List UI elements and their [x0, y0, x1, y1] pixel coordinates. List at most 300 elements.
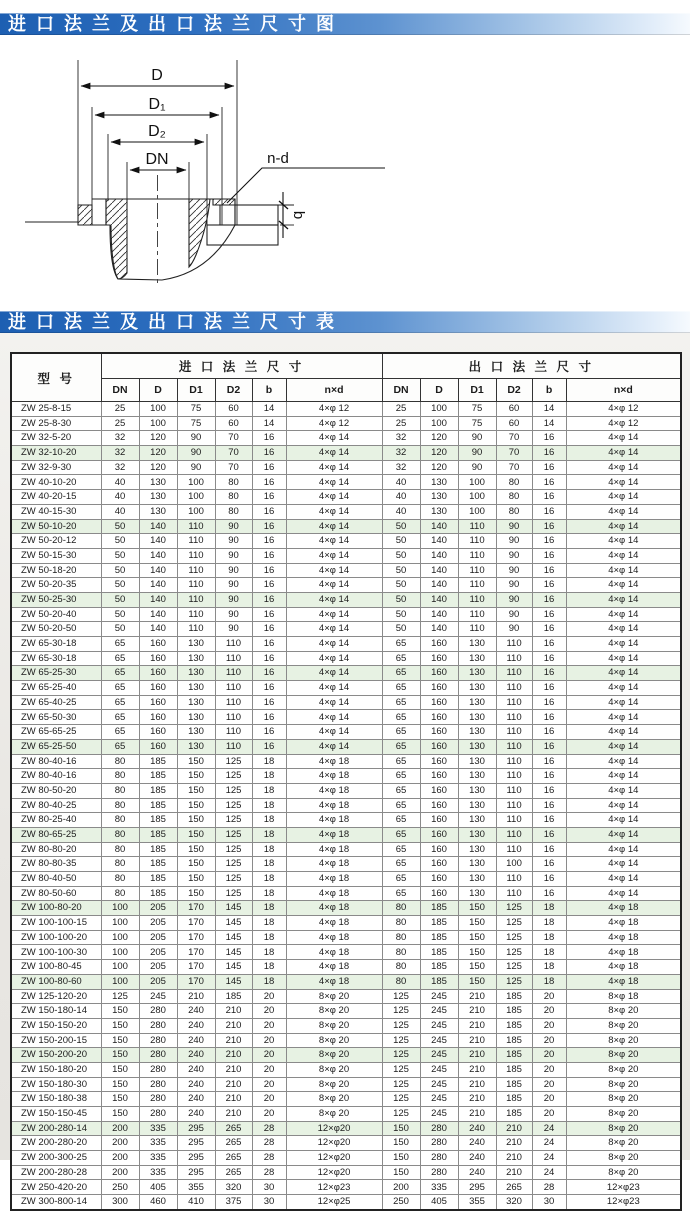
- value-cell: 28: [252, 1121, 286, 1136]
- value-cell: 210: [458, 989, 496, 1004]
- value-cell: 130: [177, 666, 215, 681]
- table-row: [11, 416, 681, 431]
- value-cell: 8×φ 20: [566, 1018, 681, 1033]
- value-cell: 4×φ 14: [566, 827, 681, 842]
- value-cell: 4×φ 14: [286, 534, 382, 549]
- value-cell: 30: [252, 1195, 286, 1210]
- table-row: [11, 460, 681, 475]
- value-cell: 18: [252, 974, 286, 989]
- value-cell: 185: [139, 798, 177, 813]
- table-row: [11, 1165, 681, 1180]
- value-cell: 4×φ 14: [286, 490, 382, 505]
- value-cell: 90: [496, 622, 532, 637]
- value-cell: 4×φ 14: [286, 739, 382, 754]
- value-cell: 125: [496, 974, 532, 989]
- value-cell: 65: [382, 725, 420, 740]
- value-cell: 405: [139, 1180, 177, 1195]
- value-cell: 8×φ 20: [566, 1048, 681, 1063]
- value-cell: 160: [139, 710, 177, 725]
- value-cell: 24: [532, 1165, 566, 1180]
- value-cell: 80: [101, 783, 139, 798]
- value-cell: 100: [101, 960, 139, 975]
- value-cell: 240: [177, 1107, 215, 1122]
- value-cell: 16: [532, 666, 566, 681]
- value-cell: 4×φ 14: [566, 446, 681, 461]
- value-cell: 125: [496, 960, 532, 975]
- value-cell: 4×φ 14: [286, 519, 382, 534]
- table-row: [11, 1004, 681, 1019]
- value-cell: 110: [215, 681, 252, 696]
- value-cell: 210: [458, 1107, 496, 1122]
- value-cell: 4×φ 14: [566, 475, 681, 490]
- value-cell: 160: [420, 637, 458, 652]
- value-cell: 125: [496, 945, 532, 960]
- value-cell: 140: [420, 534, 458, 549]
- value-cell: 4×φ 14: [286, 446, 382, 461]
- value-cell: 4×φ 14: [566, 681, 681, 696]
- model-cell: ZW 80-40-16: [11, 769, 101, 784]
- value-cell: 140: [139, 607, 177, 622]
- value-cell: 110: [215, 710, 252, 725]
- value-cell: 240: [177, 1018, 215, 1033]
- value-cell: 125: [382, 1062, 420, 1077]
- table-row: [11, 563, 681, 578]
- value-cell: 140: [420, 563, 458, 578]
- value-cell: 8×φ 20: [566, 1151, 681, 1166]
- value-cell: 65: [101, 637, 139, 652]
- value-cell: 16: [252, 490, 286, 505]
- value-cell: 65: [101, 710, 139, 725]
- value-cell: 240: [458, 1121, 496, 1136]
- value-cell: 210: [458, 1062, 496, 1077]
- value-cell: 16: [252, 637, 286, 652]
- value-cell: 20: [532, 1062, 566, 1077]
- bolt-hole-callout: [227, 150, 385, 203]
- model-cell: ZW 100-100-20: [11, 930, 101, 945]
- value-cell: 280: [139, 1077, 177, 1092]
- value-cell: 4×φ 14: [286, 475, 382, 490]
- value-cell: 110: [496, 725, 532, 740]
- value-cell: 140: [420, 607, 458, 622]
- value-cell: 70: [215, 460, 252, 475]
- table-row: [11, 725, 681, 740]
- value-cell: 110: [496, 666, 532, 681]
- value-cell: 245: [420, 1018, 458, 1033]
- value-cell: 110: [496, 813, 532, 828]
- value-cell: 50: [101, 563, 139, 578]
- col-outlet-d2: D2: [496, 379, 532, 402]
- value-cell: 28: [532, 1180, 566, 1195]
- value-cell: 16: [532, 563, 566, 578]
- model-cell: ZW 40-10-20: [11, 475, 101, 490]
- value-cell: 210: [215, 1033, 252, 1048]
- value-cell: 210: [177, 989, 215, 1004]
- value-cell: 280: [139, 1033, 177, 1048]
- value-cell: 150: [101, 1092, 139, 1107]
- value-cell: 110: [177, 622, 215, 637]
- value-cell: 265: [215, 1165, 252, 1180]
- value-cell: 90: [215, 578, 252, 593]
- table-row: [11, 886, 681, 901]
- value-cell: 200: [101, 1136, 139, 1151]
- value-cell: 18: [532, 960, 566, 975]
- value-cell: 12×φ23: [566, 1195, 681, 1210]
- value-cell: 16: [532, 504, 566, 519]
- value-cell: 8×φ 20: [286, 1062, 382, 1077]
- value-cell: 40: [101, 504, 139, 519]
- value-cell: 130: [420, 504, 458, 519]
- value-cell: 150: [382, 1165, 420, 1180]
- value-cell: 16: [532, 857, 566, 872]
- value-cell: 60: [496, 416, 532, 431]
- value-cell: 90: [215, 592, 252, 607]
- value-cell: 210: [458, 1092, 496, 1107]
- value-cell: 120: [139, 460, 177, 475]
- value-cell: 16: [532, 769, 566, 784]
- value-cell: 280: [139, 1107, 177, 1122]
- model-cell: ZW 65-65-25: [11, 725, 101, 740]
- value-cell: 16: [252, 534, 286, 549]
- table-row: [11, 1121, 681, 1136]
- table-row: [11, 1107, 681, 1122]
- table-row: [11, 1062, 681, 1077]
- value-cell: 4×φ 14: [286, 578, 382, 593]
- value-cell: 150: [458, 901, 496, 916]
- value-cell: 4×φ 18: [286, 945, 382, 960]
- value-cell: 110: [458, 592, 496, 607]
- value-cell: 4×φ 18: [566, 916, 681, 931]
- value-cell: 295: [177, 1136, 215, 1151]
- value-cell: 8×φ 20: [286, 1107, 382, 1122]
- model-cell: ZW 80-40-50: [11, 872, 101, 887]
- value-cell: 90: [496, 519, 532, 534]
- value-cell: 240: [458, 1136, 496, 1151]
- value-cell: 32: [101, 431, 139, 446]
- value-cell: 335: [420, 1180, 458, 1195]
- value-cell: 160: [420, 739, 458, 754]
- model-cell: ZW 50-20-40: [11, 607, 101, 622]
- value-cell: 110: [458, 622, 496, 637]
- value-cell: 335: [139, 1121, 177, 1136]
- table-row: [11, 1018, 681, 1033]
- value-cell: 130: [458, 827, 496, 842]
- value-cell: 125: [101, 989, 139, 1004]
- value-cell: 295: [177, 1121, 215, 1136]
- value-cell: 185: [496, 1107, 532, 1122]
- value-cell: 160: [139, 651, 177, 666]
- label-DN: DN: [145, 151, 169, 168]
- model-cell: ZW 25-8-15: [11, 402, 101, 417]
- value-cell: 185: [496, 1018, 532, 1033]
- value-cell: 4×φ 14: [286, 622, 382, 637]
- value-cell: 4×φ 14: [286, 563, 382, 578]
- value-cell: 28: [252, 1165, 286, 1180]
- value-cell: 16: [252, 622, 286, 637]
- value-cell: 100: [458, 475, 496, 490]
- value-cell: 90: [496, 548, 532, 563]
- value-cell: 16: [252, 504, 286, 519]
- value-cell: 20: [532, 1092, 566, 1107]
- value-cell: 80: [101, 886, 139, 901]
- value-cell: 110: [458, 534, 496, 549]
- value-cell: 4×φ 18: [286, 769, 382, 784]
- label-D2: D₂: [148, 123, 166, 140]
- value-cell: 65: [382, 842, 420, 857]
- value-cell: 50: [101, 607, 139, 622]
- value-cell: 4×φ 14: [286, 548, 382, 563]
- value-cell: 100: [101, 916, 139, 931]
- value-cell: 18: [252, 916, 286, 931]
- value-cell: 210: [458, 1077, 496, 1092]
- value-cell: 80: [101, 857, 139, 872]
- value-cell: 130: [177, 710, 215, 725]
- value-cell: 80: [496, 475, 532, 490]
- value-cell: 50: [382, 548, 420, 563]
- table-row: [11, 548, 681, 563]
- value-cell: 100: [420, 402, 458, 417]
- table-row: [11, 534, 681, 549]
- label-D1: D₁: [148, 96, 166, 113]
- table-row: [11, 490, 681, 505]
- table-row: [11, 739, 681, 754]
- value-cell: 140: [139, 592, 177, 607]
- value-cell: 20: [252, 1048, 286, 1063]
- value-cell: 90: [215, 563, 252, 578]
- table-row: [11, 989, 681, 1004]
- value-cell: 14: [252, 416, 286, 431]
- value-cell: 4×φ 14: [286, 666, 382, 681]
- value-cell: 280: [139, 1062, 177, 1077]
- value-cell: 50: [382, 622, 420, 637]
- value-cell: 125: [382, 1077, 420, 1092]
- value-cell: 32: [382, 431, 420, 446]
- value-cell: 185: [496, 1004, 532, 1019]
- model-cell: ZW 150-200-20: [11, 1048, 101, 1063]
- value-cell: 150: [101, 1077, 139, 1092]
- value-cell: 150: [177, 783, 215, 798]
- model-cell: ZW 50-10-20: [11, 519, 101, 534]
- value-cell: 16: [252, 681, 286, 696]
- value-cell: 125: [496, 930, 532, 945]
- value-cell: 16: [252, 431, 286, 446]
- value-cell: 4×φ 14: [566, 504, 681, 519]
- col-inlet-b: b: [252, 379, 286, 402]
- value-cell: 185: [496, 1033, 532, 1048]
- value-cell: 80: [101, 827, 139, 842]
- value-cell: 100: [101, 974, 139, 989]
- value-cell: 65: [382, 637, 420, 652]
- model-cell: ZW 300-800-14: [11, 1195, 101, 1210]
- value-cell: 8×φ 20: [286, 1077, 382, 1092]
- value-cell: 130: [458, 666, 496, 681]
- value-cell: 16: [532, 622, 566, 637]
- value-cell: 110: [496, 637, 532, 652]
- value-cell: 40: [382, 504, 420, 519]
- value-cell: 160: [420, 695, 458, 710]
- value-cell: 70: [496, 446, 532, 461]
- value-cell: 160: [420, 710, 458, 725]
- value-cell: 185: [139, 754, 177, 769]
- value-cell: 110: [496, 783, 532, 798]
- model-cell: ZW 80-80-35: [11, 857, 101, 872]
- value-cell: 120: [420, 460, 458, 475]
- value-cell: 160: [139, 666, 177, 681]
- value-cell: 4×φ 14: [286, 637, 382, 652]
- value-cell: 4×φ 12: [286, 402, 382, 417]
- value-cell: 130: [458, 842, 496, 857]
- value-cell: 18: [252, 769, 286, 784]
- value-cell: 16: [252, 578, 286, 593]
- col-inlet-nxd: n×d: [286, 379, 382, 402]
- value-cell: 80: [215, 475, 252, 490]
- value-cell: 80: [101, 872, 139, 887]
- value-cell: 4×φ 14: [286, 460, 382, 475]
- value-cell: 4×φ 14: [566, 813, 681, 828]
- value-cell: 110: [458, 578, 496, 593]
- table-row: [11, 695, 681, 710]
- value-cell: 18: [252, 945, 286, 960]
- value-cell: 8×φ 20: [286, 1048, 382, 1063]
- value-cell: 150: [382, 1136, 420, 1151]
- table-row: [11, 402, 681, 417]
- value-cell: 20: [252, 1092, 286, 1107]
- value-cell: 140: [420, 548, 458, 563]
- table-row: [11, 754, 681, 769]
- value-cell: 170: [177, 960, 215, 975]
- value-cell: 25: [101, 416, 139, 431]
- value-cell: 210: [215, 1062, 252, 1077]
- value-cell: 80: [215, 504, 252, 519]
- value-cell: 185: [139, 769, 177, 784]
- model-cell: ZW 32-9-30: [11, 460, 101, 475]
- value-cell: 40: [382, 490, 420, 505]
- model-cell: ZW 80-80-20: [11, 842, 101, 857]
- value-cell: 65: [382, 666, 420, 681]
- value-cell: 20: [252, 1018, 286, 1033]
- value-cell: 65: [382, 695, 420, 710]
- value-cell: 4×φ 18: [286, 901, 382, 916]
- model-cell: ZW 200-280-28: [11, 1165, 101, 1180]
- value-cell: 8×φ 20: [566, 1077, 681, 1092]
- value-cell: 4×φ 18: [566, 960, 681, 975]
- value-cell: 125: [215, 783, 252, 798]
- value-cell: 125: [215, 872, 252, 887]
- value-cell: 140: [139, 548, 177, 563]
- value-cell: 4×φ 18: [286, 872, 382, 887]
- value-cell: 80: [382, 901, 420, 916]
- model-cell: ZW 125-120-20: [11, 989, 101, 1004]
- value-cell: 210: [215, 1048, 252, 1063]
- value-cell: 125: [215, 769, 252, 784]
- model-cell: ZW 40-20-15: [11, 490, 101, 505]
- value-cell: 4×φ 14: [566, 563, 681, 578]
- value-cell: 150: [101, 1062, 139, 1077]
- model-cell: ZW 100-100-30: [11, 945, 101, 960]
- value-cell: 210: [458, 1048, 496, 1063]
- table-row: [11, 857, 681, 872]
- value-cell: 16: [532, 872, 566, 887]
- value-cell: 110: [496, 769, 532, 784]
- value-cell: 110: [215, 695, 252, 710]
- value-cell: 12×φ23: [566, 1180, 681, 1195]
- value-cell: 4×φ 18: [286, 798, 382, 813]
- value-cell: 145: [215, 974, 252, 989]
- value-cell: 4×φ 12: [286, 416, 382, 431]
- value-cell: 150: [101, 1018, 139, 1033]
- table-row: [11, 1092, 681, 1107]
- value-cell: 4×φ 14: [286, 710, 382, 725]
- value-cell: 130: [139, 475, 177, 490]
- value-cell: 140: [420, 578, 458, 593]
- value-cell: 18: [252, 813, 286, 828]
- value-cell: 125: [215, 827, 252, 842]
- model-cell: ZW 40-15-30: [11, 504, 101, 519]
- value-cell: 20: [532, 1004, 566, 1019]
- value-cell: 75: [177, 416, 215, 431]
- value-cell: 110: [496, 710, 532, 725]
- value-cell: 150: [458, 916, 496, 931]
- value-cell: 40: [382, 475, 420, 490]
- value-cell: 185: [496, 1077, 532, 1092]
- value-cell: 245: [139, 989, 177, 1004]
- value-cell: 295: [458, 1180, 496, 1195]
- value-cell: 160: [420, 886, 458, 901]
- value-cell: 150: [101, 1107, 139, 1122]
- value-cell: 4×φ 18: [286, 960, 382, 975]
- value-cell: 160: [420, 872, 458, 887]
- model-cell: ZW 25-8-30: [11, 416, 101, 431]
- value-cell: 4×φ 14: [286, 431, 382, 446]
- value-cell: 14: [532, 402, 566, 417]
- table-body: [11, 402, 681, 1210]
- value-cell: 110: [458, 607, 496, 622]
- table-row: [11, 637, 681, 652]
- value-cell: 100: [101, 930, 139, 945]
- value-cell: 110: [496, 798, 532, 813]
- value-cell: 355: [458, 1195, 496, 1210]
- value-cell: 14: [252, 402, 286, 417]
- value-cell: 8×φ 20: [566, 1121, 681, 1136]
- model-cell: ZW 65-25-30: [11, 666, 101, 681]
- value-cell: 16: [252, 446, 286, 461]
- value-cell: 8×φ 20: [286, 1004, 382, 1019]
- value-cell: 280: [420, 1151, 458, 1166]
- value-cell: 16: [252, 592, 286, 607]
- table-row: [11, 1048, 681, 1063]
- value-cell: 185: [139, 857, 177, 872]
- model-cell: ZW 32-5-20: [11, 431, 101, 446]
- value-cell: 50: [101, 592, 139, 607]
- label-b: b: [290, 210, 307, 220]
- value-cell: 8×φ 20: [566, 1062, 681, 1077]
- value-cell: 4×φ 14: [566, 666, 681, 681]
- value-cell: 50: [382, 578, 420, 593]
- value-cell: 8×φ 20: [566, 1107, 681, 1122]
- model-cell: ZW 100-100-15: [11, 916, 101, 931]
- value-cell: 4×φ 14: [566, 754, 681, 769]
- label-D: D: [151, 67, 163, 84]
- value-cell: 60: [215, 416, 252, 431]
- value-cell: 8×φ 20: [286, 1092, 382, 1107]
- value-cell: 65: [101, 651, 139, 666]
- value-cell: 90: [496, 592, 532, 607]
- value-cell: 130: [177, 725, 215, 740]
- value-cell: 4×φ 18: [286, 857, 382, 872]
- model-cell: ZW 150-180-14: [11, 1004, 101, 1019]
- model-cell: ZW 50-15-30: [11, 548, 101, 563]
- value-cell: 150: [458, 945, 496, 960]
- value-cell: 125: [382, 1107, 420, 1122]
